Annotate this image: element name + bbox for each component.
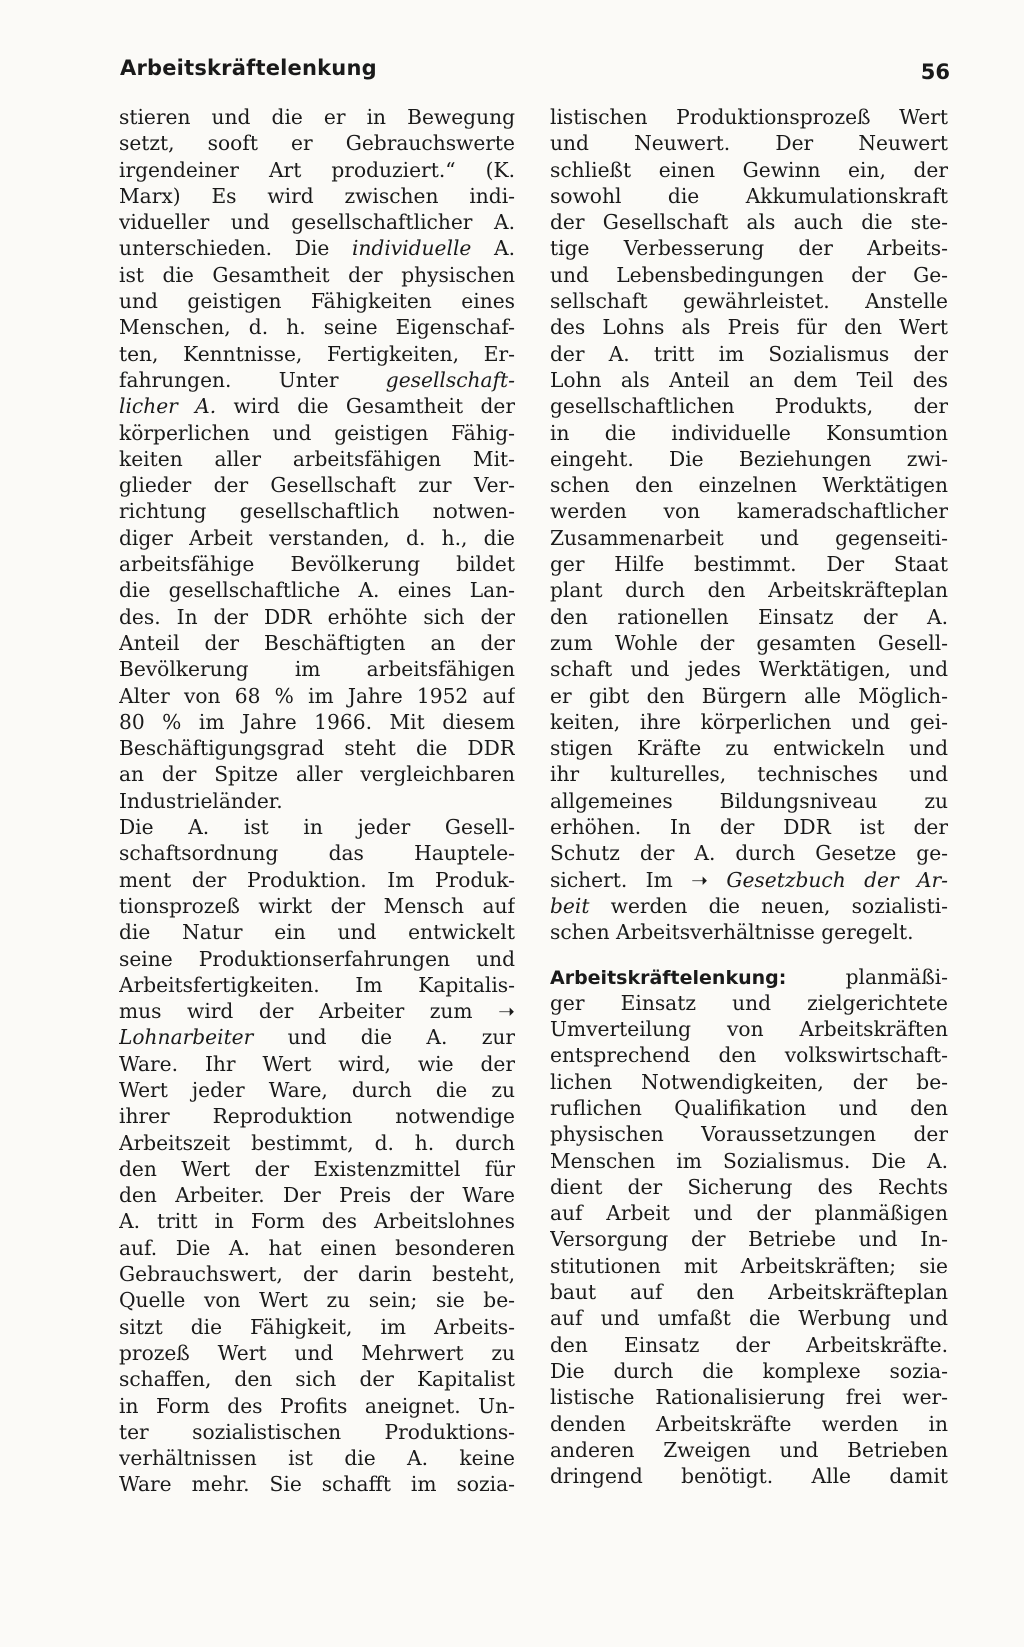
text-line: schaftsordnung das Hauptele- <box>119 841 515 866</box>
right-column <box>550 104 948 1489</box>
text-line: Anteil der Beschäftigten an der <box>119 630 515 655</box>
text-line: schaffen, den sich der Kapitalist <box>119 1367 515 1392</box>
text-line: ment der Produktion. Im Produk- <box>119 867 515 892</box>
text-line: erhöhen. In der DDR ist der <box>550 815 948 840</box>
text-line: verhältnissen ist die A. keine <box>119 1446 515 1471</box>
text-line: Umverteilung von Arbeitskräften <box>550 1017 948 1042</box>
text-line: beit werden die neuen, sozialisti- <box>550 893 948 918</box>
text-line: an der Spitze aller vergleichbaren <box>119 762 515 787</box>
text-line: sowohl die Akkumulationskraft <box>550 183 948 208</box>
running-head <box>120 56 950 96</box>
italic-term: gesellschaft- <box>385 367 515 392</box>
text-line: irgendeiner Art produziert.“ (K. <box>119 157 515 182</box>
text-line: unterschieden. Die individuelle A. <box>119 236 515 261</box>
text-line: Ware mehr. Sie schafft im sozia- <box>119 1472 515 1497</box>
text-line: ruflichen Qualifikation und den <box>550 1095 948 1120</box>
text-line: die Natur ein und entwickelt <box>119 920 515 945</box>
text-line: schen den einzelnen Werktätigen <box>550 473 948 498</box>
text-line: Beschäftigungsgrad steht die DDR <box>119 736 515 761</box>
text-line: mus wird der Arbeiter zum ➝ <box>119 999 515 1024</box>
text-line: den rationellen Einsatz der A. <box>550 604 948 629</box>
text-line: seine Produktionserfahrungen und <box>119 946 515 971</box>
text-line: Menschen, d. h. seine Eigenschaf- <box>119 315 515 340</box>
text-line: baut auf den Arbeitskräfteplan <box>550 1280 948 1305</box>
text-line: auf Arbeit und der planmäßigen <box>550 1201 948 1226</box>
text-line: des Lohns als Preis für den Wert <box>550 315 948 340</box>
text-line: Schutz der A. durch Gesetze ge- <box>550 841 948 866</box>
text-line: 80 % im Jahre 1966. Mit diesem <box>119 709 515 734</box>
text-line: ihrer Reproduktion notwendige <box>119 1104 515 1129</box>
running-title: Arbeitskräftelenkung <box>120 56 377 80</box>
text-line: schaft und jedes Werktätigen, und <box>550 657 948 682</box>
text-line: Quelle von Wert zu sein; sie be- <box>119 1288 515 1313</box>
text-line: Wert jeder Ware, durch die zu <box>119 1077 515 1102</box>
left-column <box>119 104 515 1498</box>
text-line: sichert. Im ➝ Gesetzbuch der Ar- <box>550 867 948 892</box>
text-line: licher A. wird die Gesamtheit der <box>119 394 515 419</box>
text-line: Menschen im Sozialismus. Die A. <box>550 1148 948 1173</box>
text-line: ger Hilfe bestimmt. Der Staat <box>550 552 948 577</box>
italic-term: beit <box>550 893 590 918</box>
text-line: körperlichen und geistigen Fähig- <box>119 420 515 445</box>
text-line: Alter von 68 % im Jahre 1952 auf <box>119 683 515 708</box>
text-line: Arbeitsfertigkeiten. Im Kapitalis- <box>119 972 515 997</box>
text-line: vidueller und gesellschaftlicher A. <box>119 210 515 235</box>
text-line: und Lebensbedingungen der Ge- <box>550 262 948 287</box>
text-line: ihr kulturelles, technisches und <box>550 762 948 787</box>
text-line: den Arbeiter. Der Preis der Ware <box>119 1183 515 1208</box>
text-line: Bevölkerung im arbeitsfähigen <box>119 657 515 682</box>
text-line: und Neuwert. Der Neuwert <box>550 131 948 156</box>
italic-term: Lohnarbeiter <box>119 1025 254 1050</box>
text-line: setzt, sooft er Gebrauchswerte <box>119 131 515 156</box>
text-line: fahrungen. Unter gesellschaft- <box>119 367 515 392</box>
text-line: ter sozialistischen Produktions- <box>119 1419 515 1444</box>
text-line: gesellschaftlichen Produkts, der <box>550 394 948 419</box>
text-line: Die durch die komplexe sozia- <box>550 1358 948 1383</box>
text-line: der A. tritt im Sozialismus der <box>550 341 948 366</box>
text-line: prozeß Wert und Mehrwert zu <box>119 1340 515 1365</box>
text-line: in Form des Profits aneignet. Un- <box>119 1393 515 1418</box>
text-line: den Wert der Existenzmittel für <box>119 1156 515 1181</box>
text-line: arbeitsfähige Bevölkerung bildet <box>119 552 515 577</box>
text-line: Arbeitskräftelenkung: planmäßi- <box>550 964 948 989</box>
text-line: Zusammenarbeit und gegenseiti- <box>550 525 948 550</box>
text-line: zum Wohle der gesamten Gesell- <box>550 630 948 655</box>
text-line: Die A. ist in jeder Gesell- <box>119 815 515 840</box>
italic-term: individuelle <box>351 236 472 261</box>
text-line: entsprechend den volkswirtschaft- <box>550 1043 948 1068</box>
text-line: des. In der DDR erhöhte sich der <box>119 604 515 629</box>
entry-term: Arbeitskräftelenkung: <box>550 966 787 989</box>
paragraph-gap <box>550 946 948 964</box>
text-line: ten, Kenntnisse, Fertigkeiten, Er- <box>119 341 515 366</box>
text-line: tige Verbesserung der Arbeits- <box>550 236 948 261</box>
text-line: eingeht. Die Beziehungen zwi- <box>550 446 948 471</box>
text-line: stitutionen mit Arbeitskräften; sie <box>550 1253 948 1278</box>
text-line: A. tritt in Form des Arbeitslohnes <box>119 1209 515 1234</box>
text-line: Versorgung der Betriebe und In- <box>550 1227 948 1252</box>
text-line: plant durch den Arbeitskräfteplan <box>550 578 948 603</box>
text-line: Marx) Es wird zwischen indi- <box>119 183 515 208</box>
text-line: er gibt den Bürgern alle Möglich- <box>550 683 948 708</box>
text-line: in die individuelle Konsumtion <box>550 420 948 445</box>
text-line: auf und umfaßt die Werbung und <box>550 1306 948 1331</box>
text-line: allgemeines Bildungsniveau zu <box>550 788 948 813</box>
text-line: physischen Voraussetzungen der <box>550 1122 948 1147</box>
text-line: anderen Zweigen und Betrieben <box>550 1437 948 1462</box>
text-line: die gesellschaftliche A. eines Lan- <box>119 578 515 603</box>
text-line: sellschaft gewährleistet. Anstelle <box>550 289 948 314</box>
text-line: stieren und die er in Bewegung <box>119 105 515 129</box>
text-line: Industrieländer. <box>119 788 283 813</box>
text-line: keiten aller arbeitsfähigen Mit- <box>119 446 515 471</box>
text-line: glieder der Gesellschaft zur Ver- <box>119 473 515 498</box>
text-line: Lohnarbeiter und die A. zur <box>119 1025 515 1050</box>
text-line: tionsprozeß wirkt der Mensch auf <box>119 893 515 918</box>
text-line: diger Arbeit verstanden, d. h., die <box>119 525 515 550</box>
text-line: den Einsatz der Arbeitskräfte. <box>550 1332 948 1357</box>
page-number: 56 <box>920 60 950 84</box>
text-line: Gebrauchswert, der darin besteht, <box>119 1262 515 1287</box>
text-line: dient der Sicherung des Rechts <box>550 1174 948 1199</box>
text-line: Arbeitszeit bestimmt, d. h. durch <box>119 1130 515 1155</box>
text-line: stigen Kräfte zu entwickeln und <box>550 736 948 761</box>
text-line: ist die Gesamtheit der physischen <box>119 262 515 287</box>
italic-term: licher A. <box>119 394 217 419</box>
text-line: auf. Die A. hat einen besonderen <box>119 1235 515 1260</box>
text-line: ger Einsatz und zielgerichtete <box>550 990 948 1015</box>
text-line: schen Arbeitsverhältnisse geregelt. <box>550 920 914 945</box>
text-line: und geistigen Fähigkeiten eines <box>119 289 515 314</box>
text-line: Ware. Ihr Wert wird, wie der <box>119 1051 515 1076</box>
text-line: keiten, ihre körperlichen und gei- <box>550 709 948 734</box>
text-line: dringend benötigt. Alle damit <box>550 1464 948 1489</box>
text-line: sitzt die Fähigkeit, im Arbeits- <box>119 1314 515 1339</box>
text-line: listische Rationalisierung frei wer- <box>550 1385 948 1410</box>
text-line: werden von kameradschaftlicher <box>550 499 948 524</box>
text-line: Lohn als Anteil an dem Teil des <box>550 367 948 392</box>
text-line: schließt einen Gewinn ein, der <box>550 157 948 182</box>
text-line: denden Arbeitskräfte werden in <box>550 1411 948 1436</box>
text-line: richtung gesellschaftlich notwen- <box>119 499 515 524</box>
text-line: lichen Notwendigkeiten, der be- <box>550 1069 948 1094</box>
italic-term: Gesetzbuch der Ar- <box>726 867 948 892</box>
text-line: listischen Produktionsprozeß Wert <box>550 105 948 129</box>
text-line: der Gesellschaft als auch die ste- <box>550 210 948 235</box>
